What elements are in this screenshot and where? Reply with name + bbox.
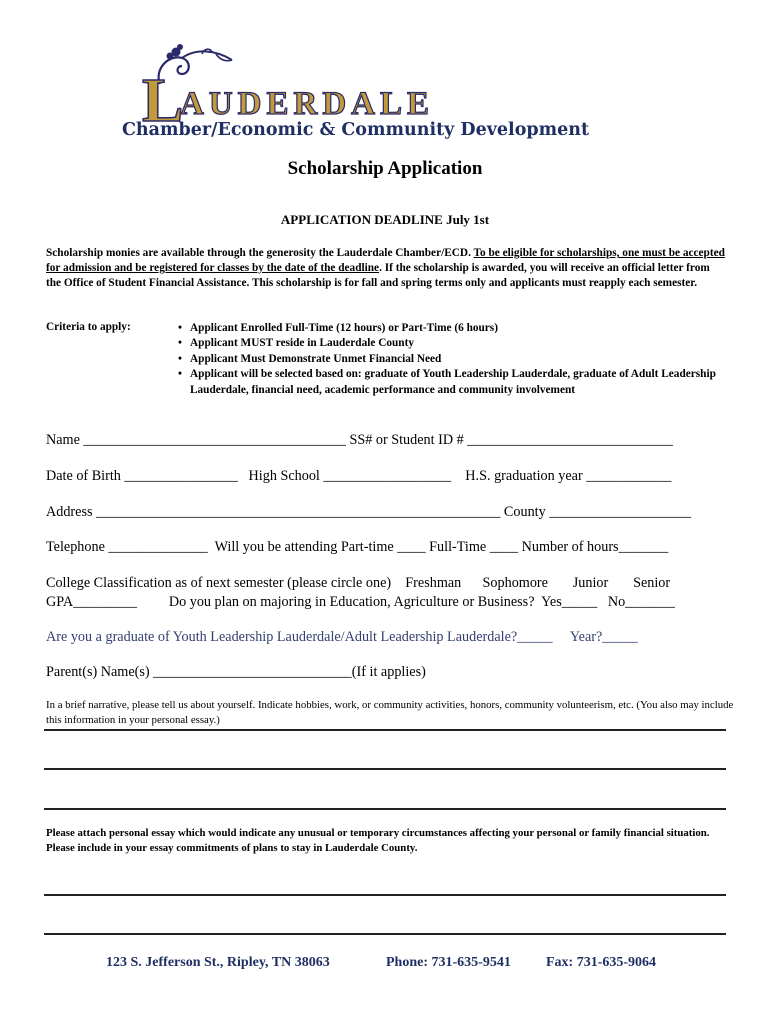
logo-subtitle: Chamber/Economic & Community Development (122, 120, 590, 140)
essay-instructions: Please attach personal essay which would indicate any unusual or temporary circumstances affecting your personal or family financial situation. Please include in your essay commitments of plans to stay in Lauderdale County. (46, 827, 710, 854)
criteria-item: • Applicant Enrolled Full-Time (12 hours) or Part-Time (6 hours) (178, 321, 738, 336)
application-deadline: APPLICATION DEADLINE July 1st (280, 212, 490, 227)
intro-text-1: Scholarship monies are available through the generosity the Lauderdale Chamber/ECD. (46, 247, 474, 259)
narrative-instructions: In a brief narrative, please tell us about yourself. Indicate hobbies, work, or community activities, honors, community volunteerism, etc. (You also may include this information in your personal essay.) (46, 699, 734, 726)
criteria-item: • Applicant will be selected based on: graduate of Youth Leadership Lauderdale, graduate of Adult Leadership Lauderdale, financial need, academic performance and community involvement (178, 367, 738, 398)
address-county-line[interactable]: Address _________________________________________________________ County ____________________ (46, 504, 692, 520)
lauderdale-logo (120, 44, 640, 148)
essay-line[interactable] (44, 894, 726, 896)
footer-address: 123 S. Jefferson St., Ripley, TN 38063 (106, 955, 330, 970)
criteria-item: • Applicant MUST reside in Lauderdale County (178, 336, 738, 351)
intro-eligibility-underlined: To be eligible for scholarships, one must be accepted for admission and be registered for classes by the date of the deadline (46, 247, 725, 275)
criteria-label: Criteria to apply: (46, 321, 131, 333)
page-title: Scholarship Application (287, 158, 483, 179)
narrative-answer-line[interactable] (44, 768, 726, 770)
parents-name-line[interactable]: Parent(s) Name(s) ____________________________(If it applies) (46, 664, 426, 680)
criteria-list (178, 321, 738, 398)
dob-highschool-line[interactable]: Date of Birth ________________ High School __________________ H.S. graduation year ____________ (46, 468, 672, 484)
logo-initial: L (142, 67, 184, 135)
criteria-item: • Applicant Must Demonstrate Unmet Financial Need (178, 352, 738, 367)
essay-line[interactable] (44, 933, 726, 935)
narrative-answer-line[interactable] (44, 808, 726, 810)
logo-wordmark: AUDERDALE (180, 86, 435, 122)
intro-paragraph (46, 246, 726, 292)
gpa-major-line[interactable]: GPA_________ Do you plan on majoring in Education, Agriculture or Business? Yes_____ No_______ (46, 594, 675, 610)
footer-fax: Fax: 731-635-9064 (546, 955, 657, 970)
name-studentid-line[interactable]: Name _____________________________________ SS# or Student ID # _____________________________ (46, 432, 674, 448)
narrative-answer-line[interactable] (44, 729, 726, 731)
telephone-attendance-line[interactable]: Telephone ______________ Will you be attending Part-time ____ Full-Time ____ Number of hours_______ (46, 539, 669, 555)
youth-leadership-line[interactable]: Are you a graduate of Youth Leadership Lauderdale/Adult Leadership Lauderdale?_____ Year?_____ (46, 629, 638, 645)
college-classification-line[interactable]: College Classification as of next semester (please circle one) Freshman Sophomore Junior Senior (46, 575, 671, 591)
footer-phone: Phone: 731-635-9541 (386, 955, 511, 970)
intro-text-2: . If the scholarship is awarded, you will receive an official letter from the Office of Student Financial Assistance. This scholarship is for fall and spring terms only and applicants must reapply each semester. (46, 262, 710, 290)
